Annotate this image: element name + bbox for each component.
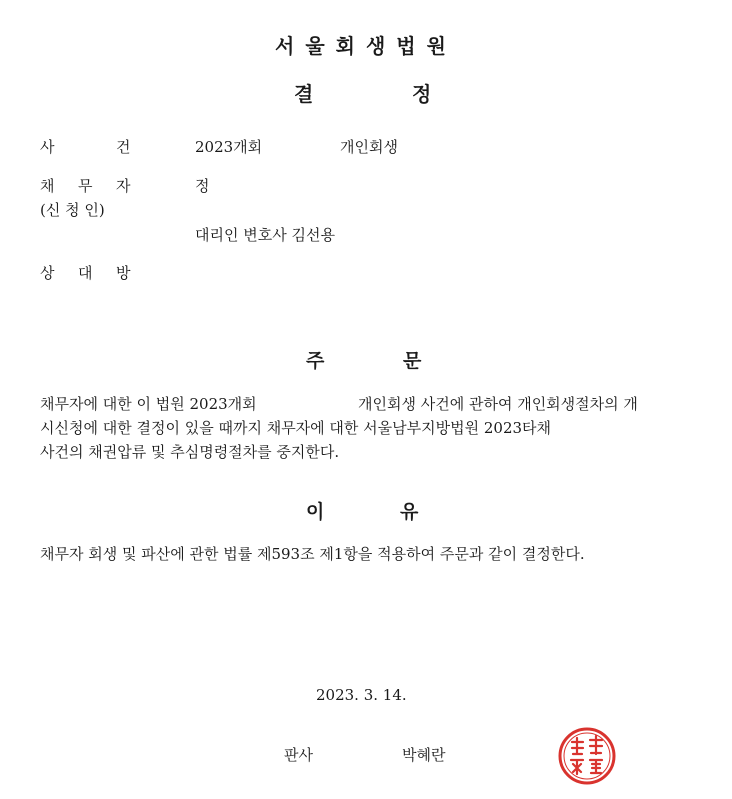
applicant-sub-label: (신 청 인) xyxy=(40,201,105,219)
opponent-label-char: 상 xyxy=(40,264,55,282)
case-label-char: 건 xyxy=(116,138,131,156)
document-title-right: 정 xyxy=(412,82,432,106)
reason-text: 채무자 회생 및 파산에 관한 법률 제593조 제1항을 적용하여 주문과 같이 결정한다. xyxy=(40,545,585,563)
debtor-name: 정 xyxy=(195,177,210,195)
case-number: 2023개회 xyxy=(195,138,263,156)
opponent-label-char: 대 xyxy=(78,264,93,282)
reason-heading-left: 이 xyxy=(306,501,325,523)
reason-heading-right: 유 xyxy=(400,501,419,523)
order-text-line: 사건의 채권압류 및 추심명령절차를 중지한다. xyxy=(40,443,340,461)
decision-date: 2023. 3. 14. xyxy=(316,686,407,704)
judge-name: 박혜란 xyxy=(402,746,446,764)
debtor-label-char: 무 xyxy=(78,177,93,195)
order-text-line: 개인회생 사건에 관하여 개인회생절차의 개 xyxy=(358,395,638,413)
judge-title: 판사 xyxy=(284,746,313,764)
order-text-line: 채무자에 대한 이 법원 2023개회 xyxy=(40,395,257,413)
debtor-label-char: 채 xyxy=(40,177,55,195)
official-seal-icon xyxy=(557,726,617,786)
debtor-label-char: 자 xyxy=(116,177,131,195)
document-title-left: 결 xyxy=(294,82,314,106)
case-type: 개인회생 xyxy=(340,138,398,156)
order-heading-left: 주 xyxy=(306,350,325,372)
opponent-label-char: 방 xyxy=(116,264,131,282)
order-text-line: 시신청에 대한 결정이 있을 때까지 채무자에 대한 서울남부지방법원 2023타채 xyxy=(40,419,552,437)
case-label-char: 사 xyxy=(40,138,55,156)
order-heading-right: 문 xyxy=(403,350,422,372)
court-name: 서울회생법원 xyxy=(275,34,457,58)
debtor-agent: 대리인 변호사 김선용 xyxy=(195,226,335,244)
